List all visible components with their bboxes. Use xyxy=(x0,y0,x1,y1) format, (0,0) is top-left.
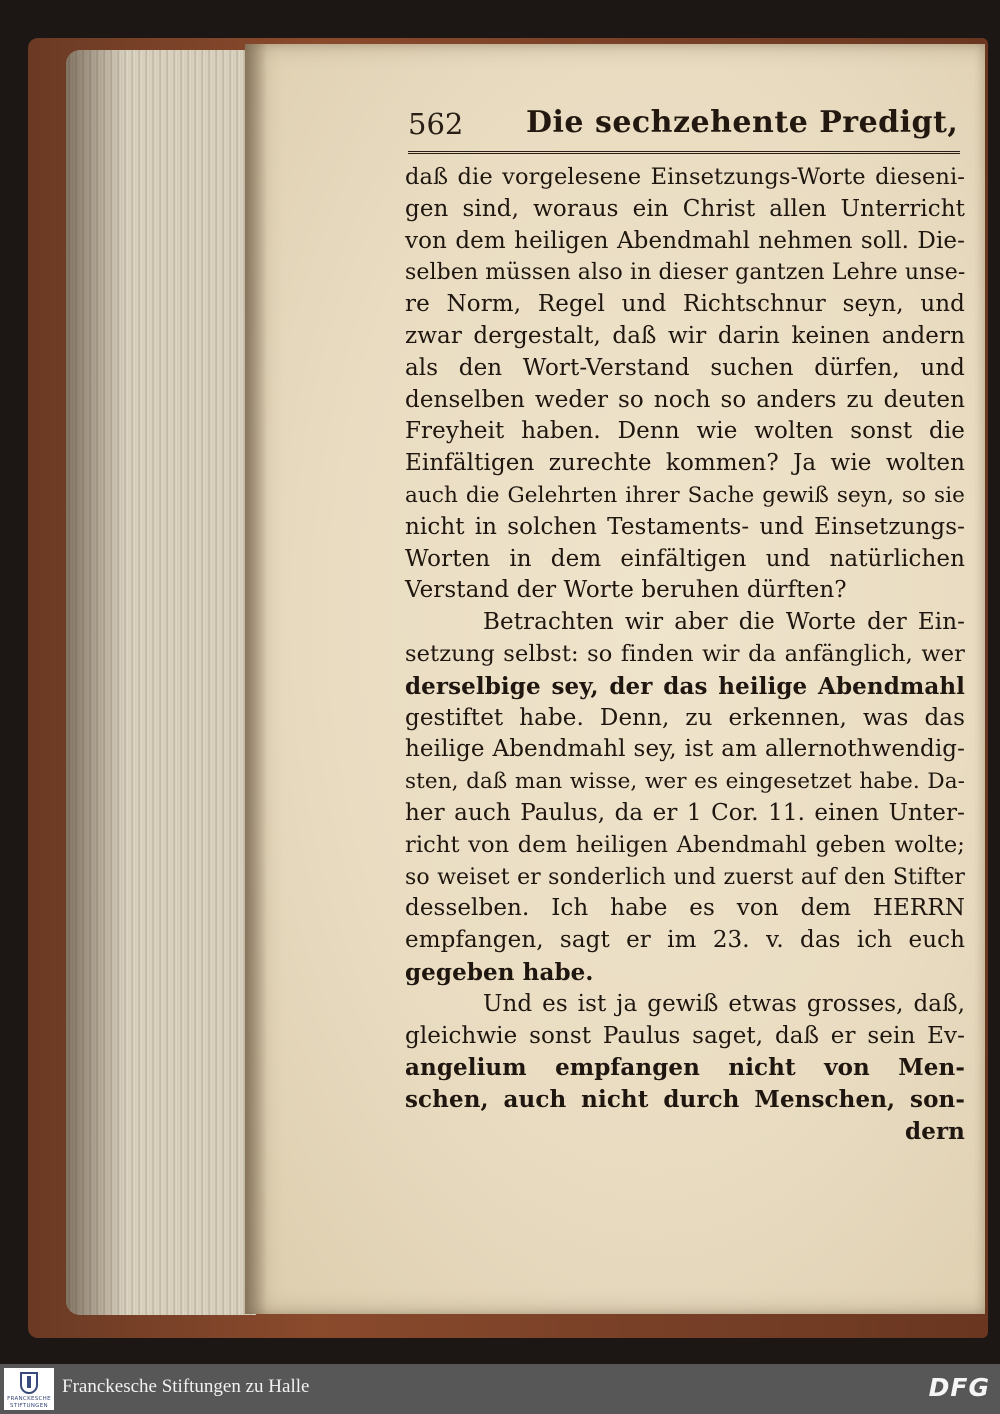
crest-icon xyxy=(20,1372,38,1394)
text-line: Verstand der Worte beruhen dürften? xyxy=(405,577,847,604)
text-line: Freyheit haben. Denn wie wolten sonst die xyxy=(405,418,965,445)
running-title: Die sechzehente Predigt, xyxy=(526,105,959,140)
text-line: angelium empfangen nicht von Men- xyxy=(405,1054,965,1082)
text-line: derselbige sey, der das heilige Abendmahl xyxy=(405,672,965,700)
institution-name: Franckesche Stiftungen zu Halle xyxy=(62,1376,310,1397)
text-line: daß die vorgelesene Einsetzungs-Worte dieseni- xyxy=(405,164,965,190)
text-line: auch die Gelehrten ihrer Sache gewiß seyn, so sie xyxy=(405,482,965,508)
text-line: heilige Abendmahl sey, ist am allernothwendig- xyxy=(405,736,965,763)
text-line: desselben. Ich habe es von dem HERRN xyxy=(405,895,965,922)
dfg-logo[interactable]: DFG xyxy=(928,1373,990,1402)
body-text xyxy=(405,162,965,1148)
text-line: als den Wort-Verstand suchen dürfen, und xyxy=(405,354,965,381)
header-rule xyxy=(408,151,960,154)
viewer-footer xyxy=(0,1364,1000,1414)
text-line: Worten in dem einfältigen und natürlichen xyxy=(405,545,965,572)
catchword: dern xyxy=(905,1117,965,1145)
text-line: empfangen, sagt er im 23. v. das ich euch xyxy=(405,927,965,954)
text-line: re Norm, Regel und Richtschnur seyn, und xyxy=(405,291,965,318)
text-line: Betrachten wir aber die Worte der Ein- xyxy=(483,609,965,636)
text-line: von dem heiligen Abendmahl nehmen soll. Die- xyxy=(405,227,965,254)
text-line: Und es ist ja gewiß etwas grosses, daß, xyxy=(483,990,965,1017)
text-line: schen, auch nicht durch Menschen, son- xyxy=(405,1086,965,1114)
institution-logo[interactable] xyxy=(4,1368,54,1410)
logo-text-line-2: STIFTUNGEN xyxy=(10,1403,48,1409)
page-header xyxy=(408,103,960,145)
text-line: nicht in solchen Testaments- und Einsetzungs- xyxy=(405,513,965,540)
text-line: Einfältigen zurechte kommen? Ja wie wolten xyxy=(405,450,965,477)
text-line: sten, daß man wisse, wer es eingesetzet habe. Da- xyxy=(405,769,965,795)
text-line: selben müssen also in dieser gantzen Lehre unse- xyxy=(405,260,966,286)
text-line: her auch Paulus, da er 1 Cor. 11. einen Unter- xyxy=(405,799,965,826)
page-gutter-shadow xyxy=(245,44,267,1314)
text-line: gen sind, woraus ein Christ allen Unterricht xyxy=(405,195,965,222)
text-line: so weiset er sonderlich und zuerst auf den Stifter xyxy=(405,864,965,890)
text-line: denselben weder so noch so anders zu deuten xyxy=(405,386,965,413)
page-edges-shadow xyxy=(66,50,126,1315)
page-number: 562 xyxy=(408,107,464,141)
text-line: zwar dergestalt, daß wir darin keinen andern xyxy=(405,322,965,349)
logo-text-line-1: FRANCKESCHE xyxy=(7,1396,51,1402)
text-line: gestiftet habe. Denn, zu erkennen, was das xyxy=(405,704,965,731)
text-line: richt von dem heiligen Abendmahl geben wolte; xyxy=(405,831,965,858)
text-line: gleichwie sonst Paulus saget, daß er sein Ev- xyxy=(405,1022,965,1049)
text-line: setzung selbst: so finden wir da anfänglich, wer xyxy=(405,640,965,667)
text-line: gegeben habe. xyxy=(405,958,594,986)
